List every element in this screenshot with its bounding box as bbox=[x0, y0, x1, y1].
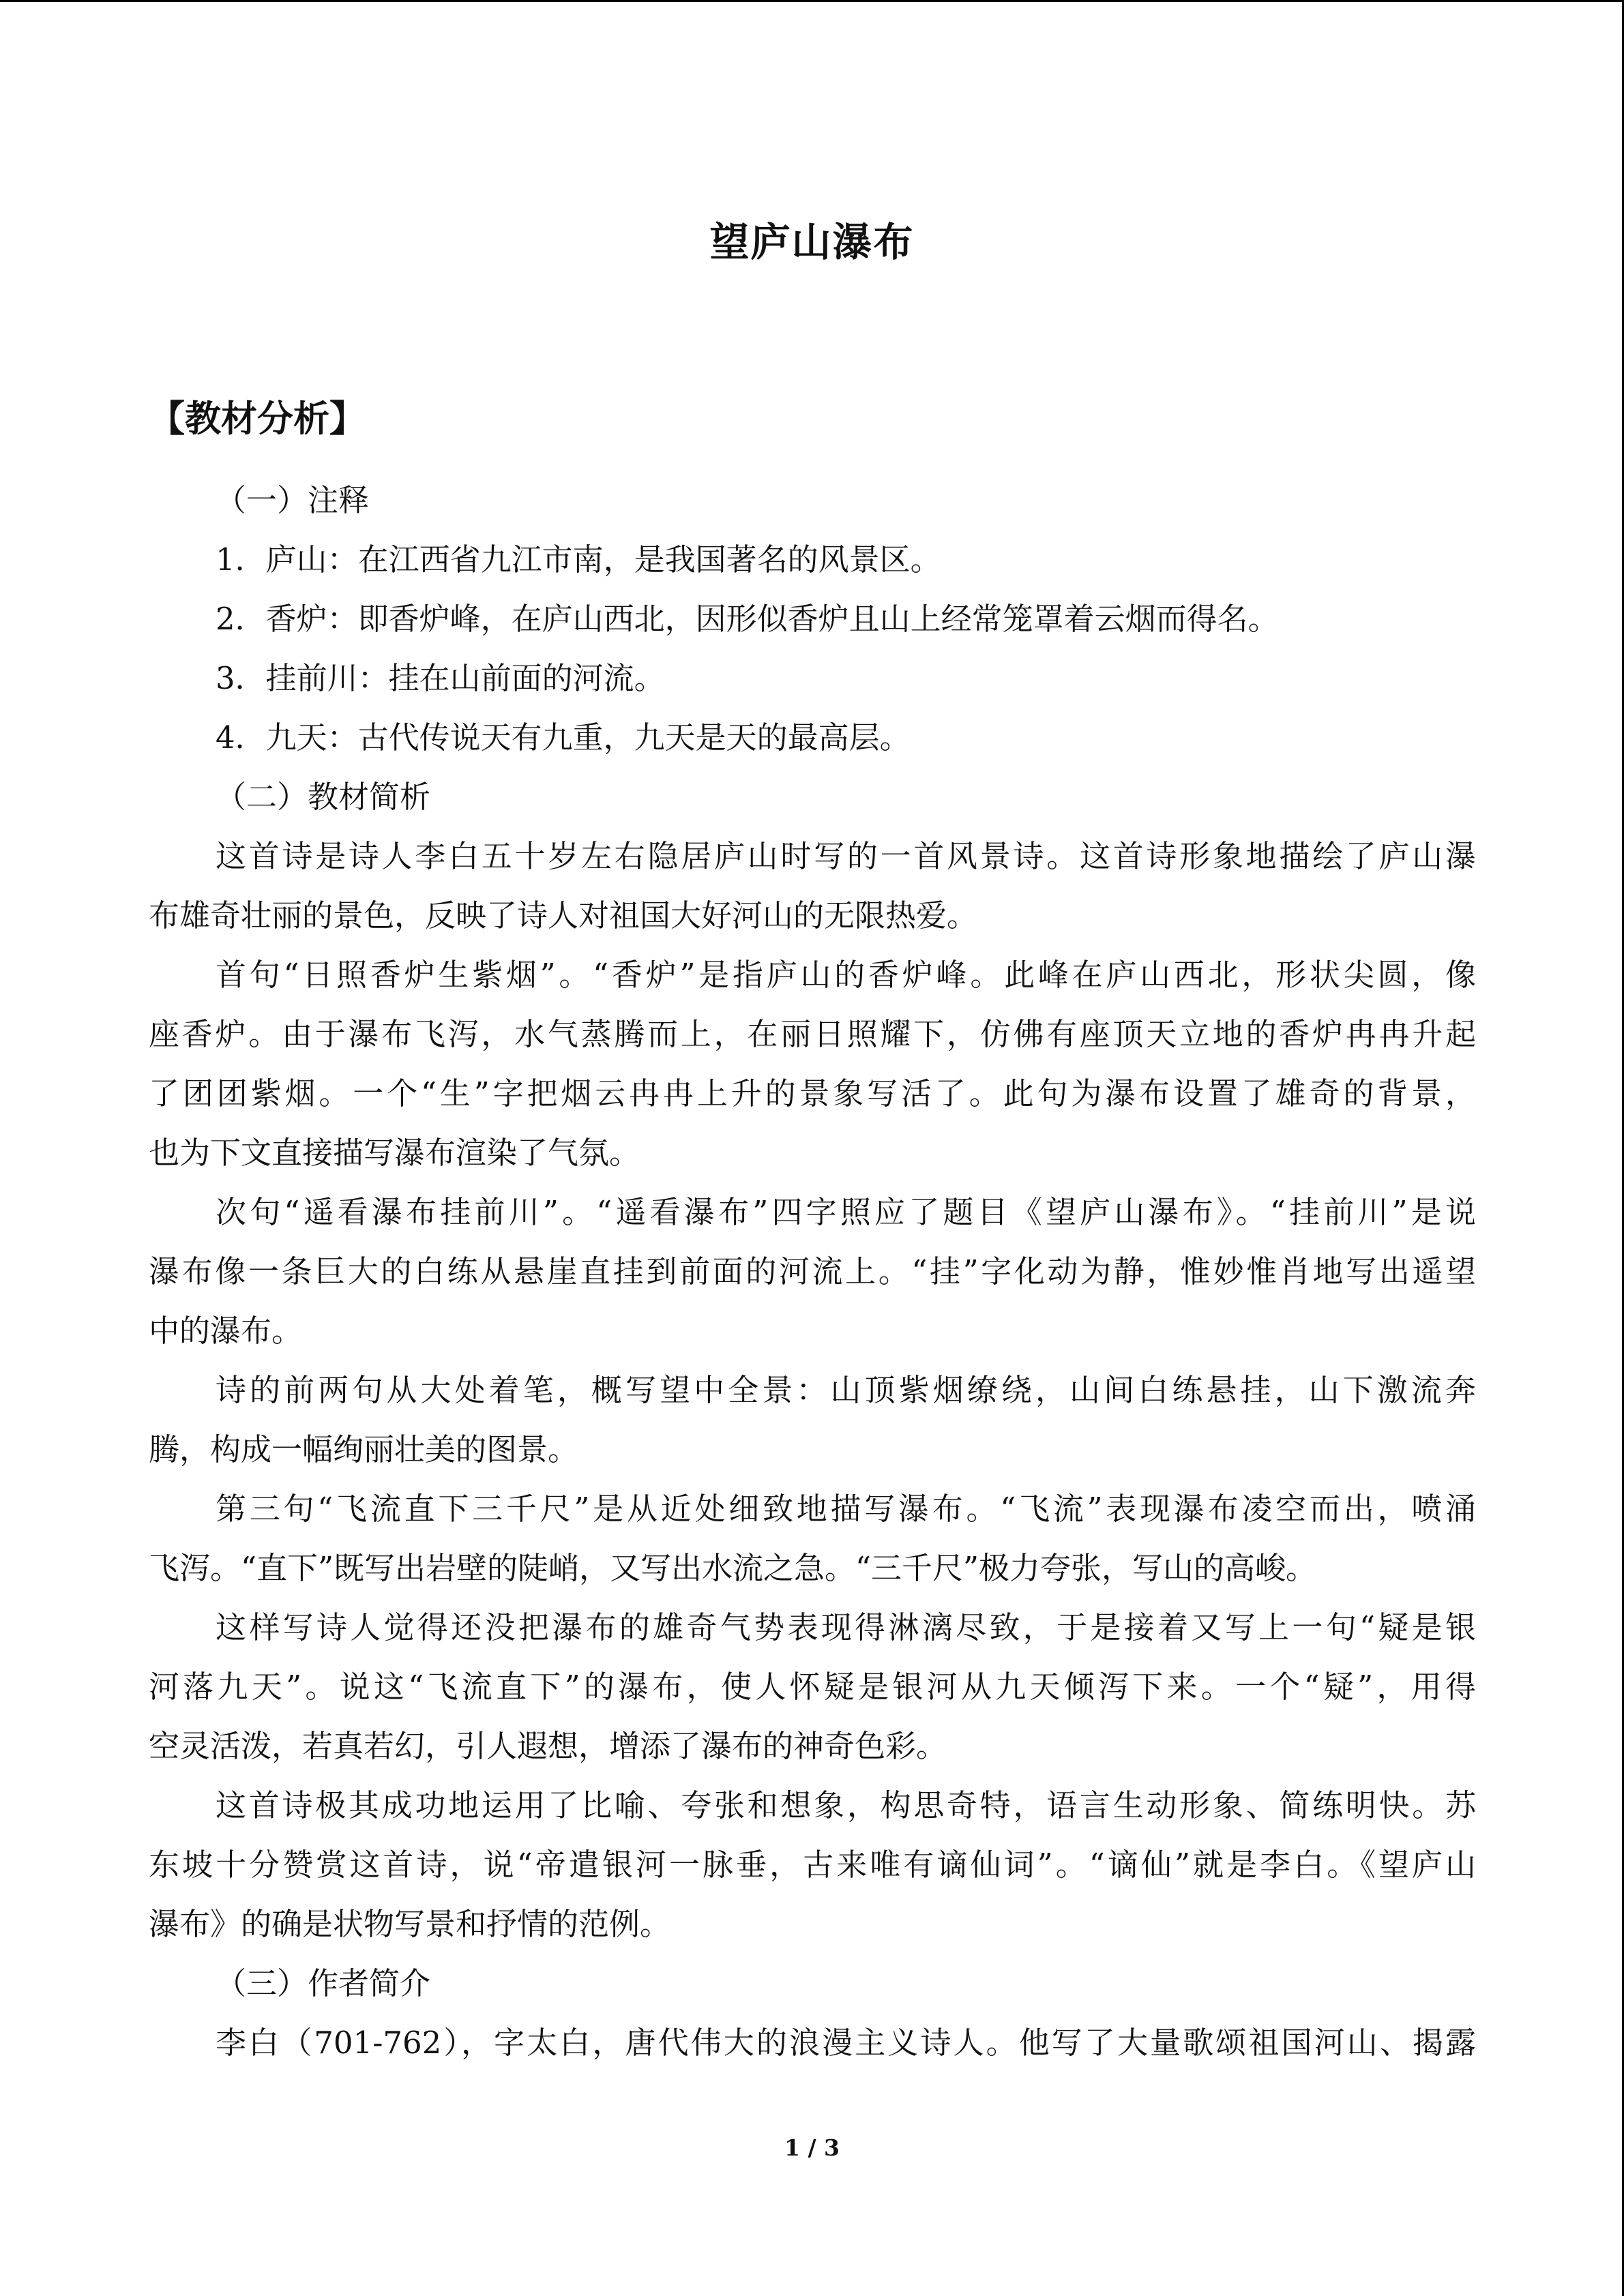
paragraph-line: 这样写诗人觉得还没把瀑布的雄奇气势表现得淋漓尽致，于是接着又写上一句“疑是银 bbox=[216, 1609, 1476, 1645]
paragraph-line: 瀑布》的确是状物写景和抒情的范例。 bbox=[149, 1906, 671, 1942]
paragraph-line: 空灵活泼，若真若幻，引人遐想，增添了瀑布的神奇色彩。 bbox=[149, 1728, 947, 1764]
paragraph-line: 也为下文直接描写瀑布渲染了气氛。 bbox=[149, 1135, 640, 1171]
page-title: 望庐山瀑布 bbox=[709, 219, 915, 265]
paragraph-line: 第三句“飞流直下三千尺”是从近处细致地描写瀑布。“飞流”表现瀑布凌空而出，喷涌 bbox=[216, 1491, 1476, 1527]
subheading-author: （三）作者简介 bbox=[216, 1965, 431, 2001]
annotation-item: 2．香炉：即香炉峰，在庐山西北，因形似香炉且山上经常笼罩着云烟而得名。 bbox=[216, 601, 1279, 637]
paragraph-line: 布雄奇壮丽的景色，反映了诗人对祖国大好河山的无限热爱。 bbox=[149, 897, 978, 934]
page-number: 1 / 3 bbox=[784, 2134, 840, 2161]
paragraph-line: 河落九天”。说这“飞流直下”的瀑布，使人怀疑是银河从九天倾泻下来。一个“疑”，用得 bbox=[149, 1669, 1476, 1705]
document-body bbox=[149, 471, 1476, 2072]
paragraph-line: 首句“日照香炉生紫烟”。“香炉”是指庐山的香炉峰。此峰在庐山西北，形状尖圆，像 bbox=[216, 957, 1476, 993]
subheading-annotations: （一）注释 bbox=[216, 482, 370, 518]
annotation-item: 1．庐山：在江西省九江市南，是我国著名的风景区。 bbox=[216, 541, 941, 578]
page-border-top bbox=[0, 0, 1624, 2]
annotation-item: 4．九天：古代传说天有九重，九天是天的最高层。 bbox=[216, 719, 911, 756]
paragraph-line: 腾，构成一幅绚丽壮美的图景。 bbox=[149, 1431, 579, 1467]
paragraph-line: 次句“遥看瀑布挂前川”。“遥看瀑布”四字照应了题目《望庐山瀑布》。“挂前川”是说 bbox=[216, 1194, 1476, 1230]
paragraph-line: 诗的前两句从大处着笔，概写望中全景：山顶紫烟缭绕，山间白练悬挂，山下激流奔 bbox=[216, 1372, 1476, 1408]
paragraph-line: 东坡十分赞赏这首诗，说“帝遣银河一脉垂，古来唯有谪仙词”。“谪仙”就是李白。《望庐山 bbox=[149, 1847, 1476, 1883]
paragraph-line: 飞泻。“直下”既写出岩壁的陡峭，又写出水流之急。“三千尺”极力夸张，写山的高峻。 bbox=[149, 1550, 1317, 1586]
paragraph-line: 座香炉。由于瀑布飞泻，水气蒸腾而上，在丽日照耀下，仿佛有座顶天立地的香炉冉冉升起 bbox=[149, 1016, 1476, 1052]
paragraph-line: 了团团紫烟。一个“生”字把烟云冉冉上升的景象写活了。此句为瀑布设置了雄奇的背景， bbox=[149, 1075, 1476, 1112]
section-heading: 【教材分析】 bbox=[149, 398, 366, 440]
paragraph-line: 李白（701-762），字太白，唐代伟大的浪漫主义诗人。他写了大量歌颂祖国河山、揭露 bbox=[216, 2025, 1476, 2061]
paragraph-line: 这首诗是诗人李白五十岁左右隐居庐山时写的一首风景诗。这首诗形象地描绘了庐山瀑 bbox=[216, 838, 1476, 874]
paragraph-line: 这首诗极其成功地运用了比喻、夸张和想象，构思奇特，语言生动形象、简练明快。苏 bbox=[216, 1787, 1476, 1823]
annotation-item: 3．挂前川：挂在山前面的河流。 bbox=[216, 660, 665, 696]
paragraph-line: 中的瀑布。 bbox=[149, 1313, 303, 1349]
paragraph-line: 瀑布像一条巨大的白练从悬崖直挂到前面的河流上。“挂”字化动为静，惟妙惟肖地写出遥望 bbox=[149, 1253, 1476, 1289]
subheading-analysis: （二）教材简析 bbox=[216, 779, 431, 815]
